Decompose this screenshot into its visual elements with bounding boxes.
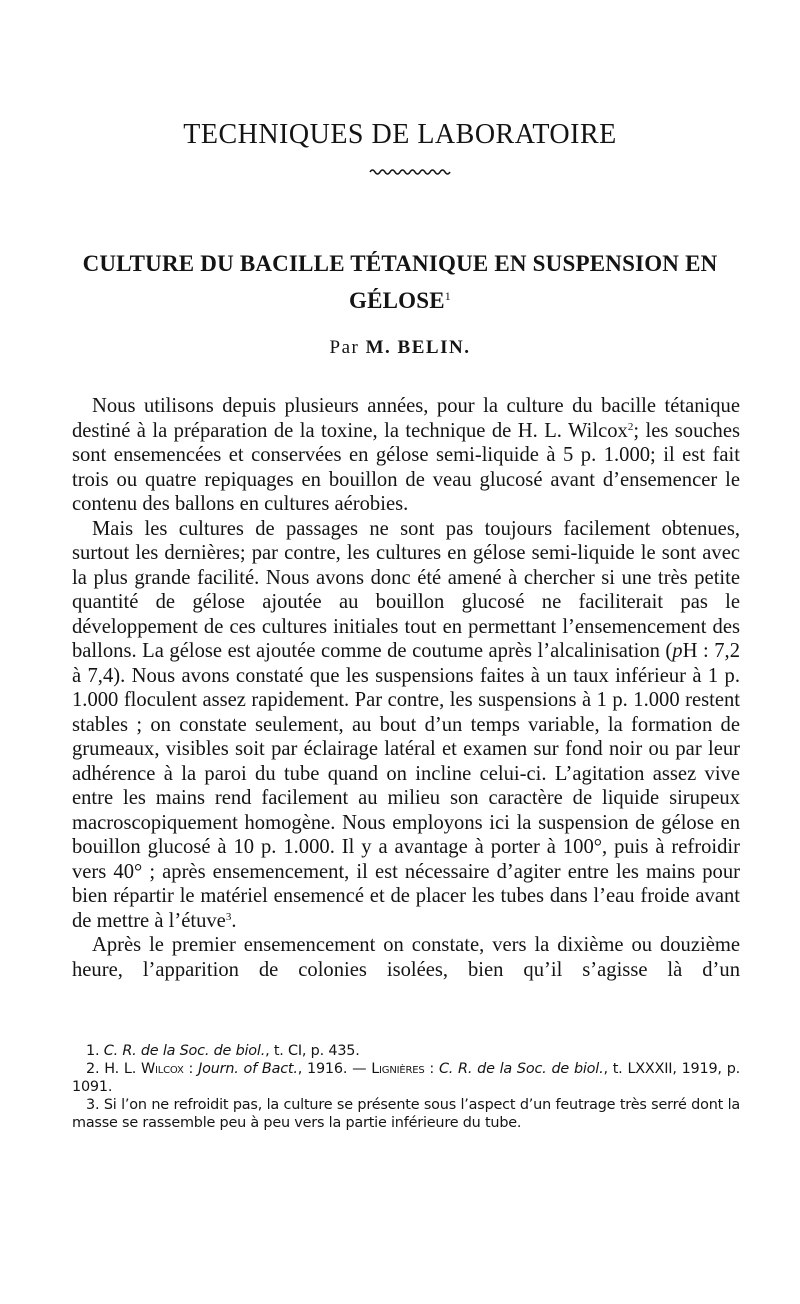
- paragraph-text: Mais les cultures de passages ne sont pas toujours facilement obtenues, surtout les dernières; par contre, les cultures en gélose semi-liquide le sont avec la plus grande facilité. Nous avons donc été amené à chercher si une très petite quantité de gélose ajoutée au bouillon glucosé ne faciliterait pas le développement de ces cultures initiales tout en permettant l’ensemencement des ballons. La gélose est ajoutée comme de coutume après l’alcalinisation (: [72, 517, 740, 662]
- footnote-ref: 1: [444, 289, 451, 303]
- article-body: [72, 394, 740, 982]
- footnote-text: , t. CI, p. 435.: [265, 1043, 360, 1059]
- paragraph-text: Nous utilisons depuis plusieurs années, pour la culture du bacille tétanique destiné à la préparation de la toxine, la technique de H. L. Wilcox: [72, 395, 740, 442]
- footnote-2: [72, 1060, 740, 1096]
- paragraph-text: H : 7,2 à 7,4). Nous avons constaté que les suspensions faites à un taux inférieur à 1 p. 1.000 floculent assez rapidement. Par contre, les suspensions à 1 p. 1.000 restent stables ; on constate seulement, au bout d’un temps variable, la formation de grumeaux, visibles soit par éclairage latéral et examen sur fond noir ou par leur adhérence à la paroi du tube quand on incline celui-ci. L’agitation assez vive entre les mains rend facilement au milieu son caractère de liquide sirupeux macroscopiquement homogène. Nous employons ici la suspension de gélose en bouillon glucosé à 10 p. 1.000. Il y a avantage à porter à 100°, puis à refroidir vers 40° ; après ensemencement, il est nécessaire d’agiter entre les mains pour bien répartir le matériel ensemencé et de placer les tubes dans l’eau froide avant de mettre à l’étuve: [72, 640, 740, 932]
- footnote-1: [72, 1042, 740, 1060]
- paragraph: [72, 394, 740, 517]
- footnote-number: 2.: [86, 1061, 100, 1077]
- title-ornament: [368, 166, 452, 176]
- ph-italic: p: [672, 640, 683, 662]
- byline-prefix: Par: [329, 337, 360, 358]
- article-title-text: CULTURE DU BACILLE TÉTANIQUE EN SUSPENSION EN GÉLOSE: [82, 251, 718, 313]
- paragraph: [72, 517, 740, 934]
- footnote-source: Journ. of Bact.: [198, 1061, 298, 1077]
- footnote-text: , t. LXXXII, 1919, p. 1091.: [72, 1061, 741, 1095]
- footnote-source: C. R. de la Soc. de biol.: [438, 1061, 604, 1077]
- footnote-3: [72, 1096, 740, 1132]
- footnote-text: :: [424, 1061, 439, 1077]
- paragraph-text: ; les souches sont ensemencées et conservées en gélose semi-liquide à 5 p. 1.000; il est fait trois ou quatre repiquages en bouillon de veau glucosé avant d’ensemencer le contenu des ballons en cultures aérobies.: [72, 419, 740, 515]
- footnote-number: 3.: [86, 1097, 100, 1113]
- byline: [0, 336, 800, 360]
- footnote-text: :: [183, 1061, 199, 1077]
- footnote-ref: 2: [627, 420, 634, 433]
- footnote-text: Si l’on ne refroidit pas, la culture se présente sous l’aspect d’un feutrage très serré dont la masse se rassemble peu à peu vers la partie inférieure du tube.: [72, 1097, 741, 1131]
- footnotes: [72, 1042, 740, 1132]
- footnote-ref: 3: [225, 910, 232, 923]
- paragraph-text: .: [231, 909, 237, 932]
- author-name: M. BELIN.: [365, 337, 471, 358]
- footnote-author: Lignières: [371, 1061, 425, 1077]
- footnote-author: H. L. Wilcox: [104, 1061, 184, 1077]
- paragraph: Après le premier ensemencement on constate, vers la dixième ou douzième heure, l’apparition de colonies isolées, bien qu’il s’agisse là d’un: [72, 934, 740, 981]
- article-title: [60, 248, 740, 317]
- section-title: TECHNIQUES DE LABORATOIRE: [183, 119, 617, 150]
- footnote-text: , 1916. —: [297, 1061, 372, 1077]
- footnote-number: 1.: [86, 1043, 100, 1059]
- footnote-source: C. R. de la Soc. de biol.: [103, 1043, 266, 1059]
